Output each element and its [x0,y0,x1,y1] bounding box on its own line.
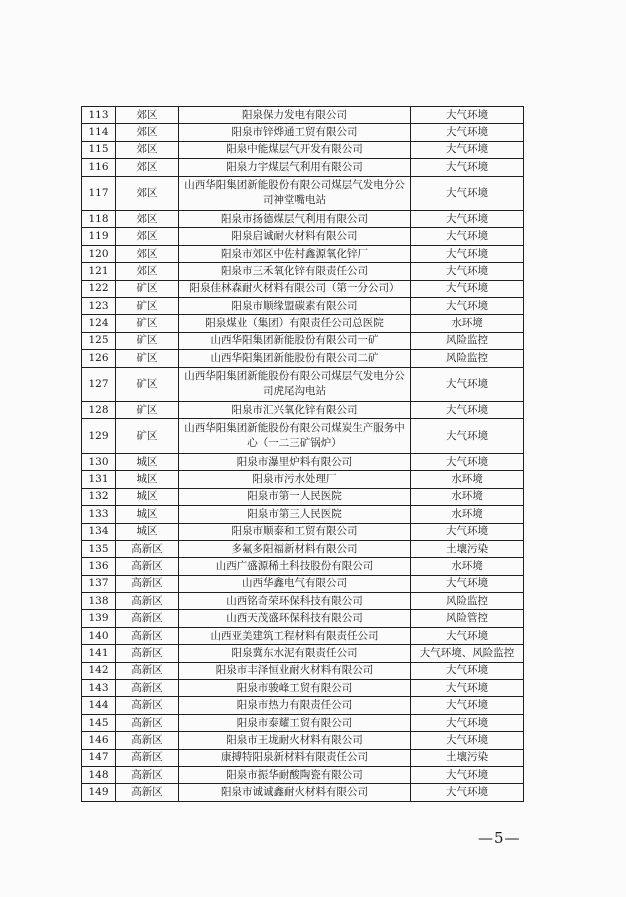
district-cell: 高新区 [116,697,179,714]
table-row [82,211,524,228]
district-cell: 高新区 [116,558,179,575]
monitoring-category-cell: 水环境 [411,488,524,505]
monitoring-category-cell: 大气环境 [411,697,524,714]
monitoring-category-cell: 大气环境 [411,627,524,644]
district-cell: 矿区 [116,350,179,367]
district-cell: 郊区 [116,263,179,280]
table-row [82,627,524,644]
monitoring-category-cell: 大气环境 [411,680,524,697]
company-name-cell: 阳泉市扬德煤层气利用有限公司 [179,211,411,228]
row-number-cell: 127 [82,367,116,402]
district-cell: 城区 [116,453,179,470]
company-name-cell: 山西华鑫电气有限公司 [179,575,411,592]
monitoring-category-cell: 水环境 [411,506,524,523]
table-row [82,662,524,679]
row-number-cell: 147 [82,749,116,766]
district-cell: 矿区 [116,332,179,349]
row-number-cell: 130 [82,453,116,470]
monitoring-category-cell: 大气环境 [411,211,524,228]
district-cell: 郊区 [116,245,179,262]
district-cell: 郊区 [116,228,179,245]
district-cell: 郊区 [116,124,179,141]
district-cell: 高新区 [116,662,179,679]
company-name-cell: 山西天茂盛环保科技有限公司 [179,610,411,627]
company-name-cell: 阳泉市丰泽恒业耐火材料有限公司 [179,662,411,679]
table-row [82,610,524,627]
district-cell: 高新区 [116,610,179,627]
company-name-cell: 阳泉市泰耀工贸有限公司 [179,714,411,731]
table-row [82,367,524,402]
table-row [82,575,524,592]
row-number-cell: 134 [82,523,116,540]
table-row [82,141,524,158]
table-row [82,419,524,454]
monitoring-category-cell: 大气环境 [411,141,524,158]
monitoring-category-cell: 水环境 [411,315,524,332]
district-cell: 高新区 [116,680,179,697]
monitoring-category-cell: 大气环境 [411,228,524,245]
company-name-cell: 山西华阳集团新能股份有限公司二矿 [179,350,411,367]
table-row [82,784,524,801]
company-name-cell: 阳泉市热力有限责任公司 [179,697,411,714]
table-row [82,645,524,662]
district-cell: 矿区 [116,419,179,454]
row-number-cell: 126 [82,350,116,367]
row-number-cell: 122 [82,280,116,297]
company-name-cell: 阳泉保力发电有限公司 [179,107,411,124]
district-cell: 高新区 [116,749,179,766]
district-cell: 高新区 [116,540,179,557]
monitoring-category-cell: 大气环境 [411,714,524,731]
monitoring-category-cell: 大气环境 [411,245,524,262]
table-row [82,263,524,280]
company-name-cell: 阳泉力宇煤层气利用有限公司 [179,159,411,176]
monitoring-category-cell: 土壤污染 [411,749,524,766]
row-number-cell: 138 [82,593,116,610]
table-row [82,245,524,262]
district-cell: 高新区 [116,714,179,731]
table-row [82,402,524,419]
district-cell: 矿区 [116,298,179,315]
table-row [82,107,524,124]
row-number-cell: 116 [82,159,116,176]
district-cell: 高新区 [116,593,179,610]
company-name-cell: 阳泉煤业（集团）有限责任公司总医院 [179,315,411,332]
district-cell: 矿区 [116,280,179,297]
company-name-cell: 阳泉市王垅耐火材料有限公司 [179,732,411,749]
company-name-cell: 山西华阳集团新能股份有限公司煤层气发电分公司虎尾沟电站 [179,367,411,402]
district-cell: 郊区 [116,107,179,124]
monitoring-category-cell: 大气环境 [411,298,524,315]
row-number-cell: 143 [82,680,116,697]
row-number-cell: 120 [82,245,116,262]
monitoring-category-cell: 大气环境 [411,176,524,211]
district-cell: 城区 [116,523,179,540]
row-number-cell: 144 [82,697,116,714]
monitoring-category-cell: 大气环境 [411,523,524,540]
row-number-cell: 145 [82,714,116,731]
page-number: —5— [478,829,521,847]
table-row [82,315,524,332]
table-row [82,228,524,245]
table-row [82,732,524,749]
table-row [82,697,524,714]
company-name-cell: 阳泉市第三人民医院 [179,506,411,523]
table-row [82,593,524,610]
row-number-cell: 115 [82,141,116,158]
district-cell: 高新区 [116,732,179,749]
monitoring-category-cell: 大气环境 [411,280,524,297]
monitoring-category-cell: 大气环境 [411,402,524,419]
district-cell: 郊区 [116,159,179,176]
row-number-cell: 113 [82,107,116,124]
table-row [82,714,524,731]
monitoring-category-cell: 大气环境 [411,453,524,470]
row-number-cell: 133 [82,506,116,523]
district-cell: 城区 [116,506,179,523]
monitoring-category-cell: 大气环境 [411,124,524,141]
company-name-cell: 山西华阳集团新能股份有限公司煤层气发电分公司神堂嘴电站 [179,176,411,211]
row-number-cell: 124 [82,315,116,332]
row-number-cell: 141 [82,645,116,662]
district-cell: 高新区 [116,645,179,662]
company-name-cell: 山西亚美建筑工程材料有限责任公司 [179,627,411,644]
monitoring-category-cell: 大气环境 [411,159,524,176]
monitoring-category-cell: 风险管控 [411,610,524,627]
company-name-cell: 阳泉启诚耐火材料有限公司 [179,228,411,245]
district-cell: 郊区 [116,141,179,158]
monitoring-category-cell: 大气环境 [411,575,524,592]
table-row [82,298,524,315]
monitoring-category-cell: 大气环境 [411,767,524,784]
monitoring-category-cell: 大气环境 [411,784,524,801]
row-number-cell: 135 [82,540,116,557]
row-number-cell: 121 [82,263,116,280]
table-row [82,767,524,784]
district-cell: 矿区 [116,315,179,332]
row-number-cell: 128 [82,402,116,419]
district-cell: 郊区 [116,211,179,228]
district-cell: 高新区 [116,575,179,592]
row-number-cell: 137 [82,575,116,592]
monitoring-category-cell: 大气环境 [411,367,524,402]
row-number-cell: 129 [82,419,116,454]
monitoring-category-cell: 风险监控 [411,593,524,610]
monitoring-category-cell: 水环境 [411,558,524,575]
company-name-cell: 阳泉市汇兴氧化锌有限公司 [179,402,411,419]
district-cell: 高新区 [116,784,179,801]
district-cell: 高新区 [116,767,179,784]
row-number-cell: 125 [82,332,116,349]
row-number-cell: 131 [82,471,116,488]
row-number-cell: 146 [82,732,116,749]
company-name-cell: 阳泉市三禾氧化锌有限责任公司 [179,263,411,280]
table-row [82,176,524,211]
table-row [82,471,524,488]
district-cell: 矿区 [116,367,179,402]
company-name-cell: 阳泉市郊区中佐村鑫源氧化锌厂 [179,245,411,262]
enterprise-list-table [81,106,524,802]
table-row [82,159,524,176]
company-name-cell: 阳泉市污水处理厂 [179,471,411,488]
row-number-cell: 114 [82,124,116,141]
row-number-cell: 117 [82,176,116,211]
company-name-cell: 山西华阳集团新能股份有限公司煤炭生产服务中心（一二三矿锅炉） [179,419,411,454]
row-number-cell: 119 [82,228,116,245]
monitoring-category-cell: 大气环境 [411,107,524,124]
company-name-cell: 山西华阳集团新能股份有限公司一矿 [179,332,411,349]
monitoring-category-cell: 土壤污染 [411,540,524,557]
table-row [82,680,524,697]
company-name-cell: 康搏特阳泉新材料有限责任公司 [179,749,411,766]
table-row [82,749,524,766]
monitoring-category-cell: 风险监控 [411,350,524,367]
table-row [82,350,524,367]
row-number-cell: 136 [82,558,116,575]
monitoring-category-cell: 大气环境 [411,662,524,679]
company-name-cell: 阳泉市骏峰工贸有限公司 [179,680,411,697]
company-name-cell: 阳泉佳林森耐火材料有限公司（第一分公司） [179,280,411,297]
monitoring-category-cell: 大气环境、风险监控 [411,645,524,662]
table-row [82,506,524,523]
monitoring-category-cell: 水环境 [411,471,524,488]
company-name-cell: 山西广盛源稀土科技股份有限公司 [179,558,411,575]
row-number-cell: 139 [82,610,116,627]
row-number-cell: 149 [82,784,116,801]
table-row [82,280,524,297]
monitoring-category-cell: 大气环境 [411,419,524,454]
table-row [82,558,524,575]
company-name-cell: 阳泉市第一人民医院 [179,488,411,505]
table-row [82,540,524,557]
company-name-cell: 山西铭奇荣环保科技有限公司 [179,593,411,610]
monitoring-category-cell: 大气环境 [411,732,524,749]
table-row [82,488,524,505]
monitoring-category-cell: 风险监控 [411,332,524,349]
company-name-cell: 阳泉市诚诚鑫耐火材料有限公司 [179,784,411,801]
row-number-cell: 123 [82,298,116,315]
district-cell: 郊区 [116,176,179,211]
row-number-cell: 140 [82,627,116,644]
table-row [82,523,524,540]
table-row [82,124,524,141]
company-name-cell: 阳泉市顺泰和工贸有限公司 [179,523,411,540]
row-number-cell: 142 [82,662,116,679]
table-row [82,332,524,349]
district-cell: 矿区 [116,402,179,419]
company-name-cell: 阳泉冀东水泥有限责任公司 [179,645,411,662]
row-number-cell: 118 [82,211,116,228]
company-name-cell: 阳泉市锌烨通工贸有限公司 [179,124,411,141]
company-name-cell: 阳泉市顺缘盟碳素有限公司 [179,298,411,315]
company-name-cell: 阳泉中能煤层气开发有限公司 [179,141,411,158]
row-number-cell: 148 [82,767,116,784]
row-number-cell: 132 [82,488,116,505]
company-name-cell: 阳泉市瀑里炉料有限公司 [179,453,411,470]
district-cell: 城区 [116,471,179,488]
table-row [82,453,524,470]
district-cell: 城区 [116,488,179,505]
monitoring-category-cell: 大气环境 [411,263,524,280]
company-name-cell: 多氟多阳福新材料有限公司 [179,540,411,557]
district-cell: 高新区 [116,627,179,644]
company-name-cell: 阳泉市振华耐酸陶瓷有限公司 [179,767,411,784]
